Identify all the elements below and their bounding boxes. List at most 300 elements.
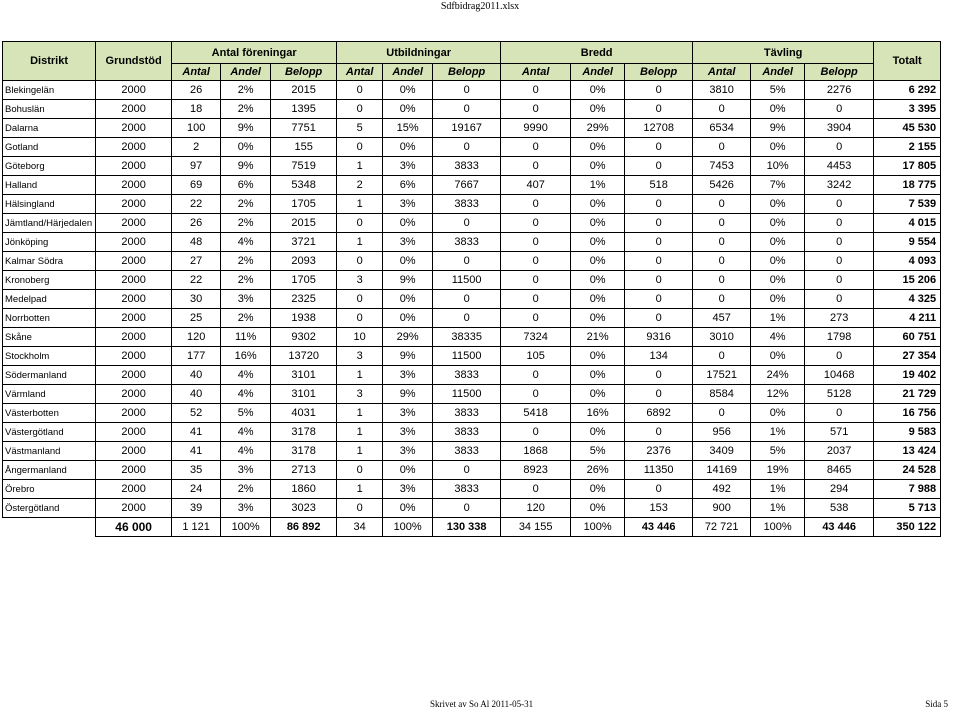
header-distrikt: Distrikt xyxy=(3,42,96,81)
table-cell: 40 xyxy=(172,366,221,385)
table-cell: 0% xyxy=(571,290,625,309)
table-cell: 0% xyxy=(571,347,625,366)
table-cell: 492 xyxy=(693,480,751,499)
district-name: Kalmar Södra xyxy=(3,252,96,271)
header-row-groups xyxy=(3,42,941,64)
table-cell: 0% xyxy=(571,309,625,328)
row-total: 2 155 xyxy=(874,138,941,157)
table-cell: 3 xyxy=(337,347,383,366)
table-cell: 24 xyxy=(172,480,221,499)
district-name: Södermanland xyxy=(3,366,96,385)
table-row xyxy=(3,214,941,233)
table-cell: 3% xyxy=(221,290,271,309)
table-cell: 5% xyxy=(571,442,625,461)
sum-cell: 1 121 xyxy=(172,518,221,537)
table-cell: 5% xyxy=(221,404,271,423)
table-cell: 3% xyxy=(221,499,271,518)
table-cell: 9990 xyxy=(501,119,571,138)
table-cell: 6% xyxy=(383,176,433,195)
table-cell: 0% xyxy=(571,195,625,214)
table-cell: 5348 xyxy=(271,176,337,195)
subheader-andel: Andel xyxy=(751,64,805,81)
table-cell: 39 xyxy=(172,499,221,518)
table-cell: 19% xyxy=(751,461,805,480)
table-cell: 2000 xyxy=(96,157,172,176)
table-cell: 19167 xyxy=(433,119,501,138)
table-cell: 2000 xyxy=(96,100,172,119)
row-total: 7 988 xyxy=(874,480,941,499)
table-cell: 3242 xyxy=(805,176,874,195)
row-total: 9 554 xyxy=(874,233,941,252)
table-cell: 6534 xyxy=(693,119,751,138)
table-cell: 5128 xyxy=(805,385,874,404)
table-cell: 3833 xyxy=(433,233,501,252)
table-cell: 2015 xyxy=(271,81,337,100)
table-cell: 3% xyxy=(383,157,433,176)
table-cell: 2% xyxy=(221,100,271,119)
table-cell: 3178 xyxy=(271,423,337,442)
table-cell: 120 xyxy=(501,499,571,518)
table-cell: 1% xyxy=(751,499,805,518)
table-cell: 0% xyxy=(571,100,625,119)
table-cell: 3904 xyxy=(805,119,874,138)
table-cell: 2093 xyxy=(271,252,337,271)
table-cell: 134 xyxy=(625,347,693,366)
table-cell: 0 xyxy=(433,81,501,100)
table-cell: 9% xyxy=(383,385,433,404)
header-tavling: Tävling xyxy=(693,42,874,64)
table-cell: 0 xyxy=(805,195,874,214)
table-cell: 26 xyxy=(172,214,221,233)
table-cell: 22 xyxy=(172,195,221,214)
table-cell: 9% xyxy=(383,347,433,366)
table-cell: 0 xyxy=(433,138,501,157)
table-cell: 0% xyxy=(571,480,625,499)
header-totalt: Totalt xyxy=(874,42,941,81)
table-cell: 2000 xyxy=(96,328,172,347)
table-cell: 900 xyxy=(693,499,751,518)
table-cell: 15% xyxy=(383,119,433,138)
table-cell: 1% xyxy=(571,176,625,195)
table-cell: 52 xyxy=(172,404,221,423)
table-cell: 0% xyxy=(751,252,805,271)
table-cell: 0% xyxy=(383,309,433,328)
table-cell: 40 xyxy=(172,385,221,404)
table-cell: 2276 xyxy=(805,81,874,100)
table-cell: 29% xyxy=(571,119,625,138)
table-body xyxy=(3,81,941,518)
table-cell: 0 xyxy=(805,252,874,271)
table-cell: 1 xyxy=(337,157,383,176)
district-name: Värmland xyxy=(3,385,96,404)
row-total: 16 756 xyxy=(874,404,941,423)
table-cell: 27 xyxy=(172,252,221,271)
table-cell: 11500 xyxy=(433,347,501,366)
table-cell: 3833 xyxy=(433,157,501,176)
row-total: 9 583 xyxy=(874,423,941,442)
table-cell: 2000 xyxy=(96,423,172,442)
table-cell: 5418 xyxy=(501,404,571,423)
bidrag-table xyxy=(2,41,941,537)
table-cell: 16% xyxy=(571,404,625,423)
table-cell: 8465 xyxy=(805,461,874,480)
table-row xyxy=(3,252,941,271)
subheader-belopp: Belopp xyxy=(805,64,874,81)
table-cell: 0 xyxy=(337,290,383,309)
table-cell: 0 xyxy=(625,290,693,309)
table-cell: 2000 xyxy=(96,233,172,252)
table-cell: 0 xyxy=(805,214,874,233)
table-cell: 9% xyxy=(221,119,271,138)
row-total: 4 015 xyxy=(874,214,941,233)
table-cell: 35 xyxy=(172,461,221,480)
table-cell: 1868 xyxy=(501,442,571,461)
table-cell: 9% xyxy=(751,119,805,138)
table-cell: 12% xyxy=(751,385,805,404)
row-total: 18 775 xyxy=(874,176,941,195)
table-cell: 3178 xyxy=(271,442,337,461)
sum-cell: 34 155 xyxy=(501,518,571,537)
table-cell: 0% xyxy=(751,214,805,233)
table-cell: 21% xyxy=(571,328,625,347)
table-cell: 4% xyxy=(221,233,271,252)
row-total: 27 354 xyxy=(874,347,941,366)
sum-cell: 100% xyxy=(571,518,625,537)
table-cell: 2000 xyxy=(96,404,172,423)
table-cell: 0 xyxy=(501,252,571,271)
footer-text: Skrivet av So Al 2011-05-31 xyxy=(430,699,534,709)
subheader-andel: Andel xyxy=(383,64,433,81)
district-name: Norrbotten xyxy=(3,309,96,328)
table-cell: 26 xyxy=(172,81,221,100)
table-cell: 29% xyxy=(383,328,433,347)
sum-grundstod: 46 000 xyxy=(96,518,172,537)
table-cell: 3 xyxy=(337,385,383,404)
table-cell: 3010 xyxy=(693,328,751,347)
table-cell: 0 xyxy=(501,100,571,119)
table-row xyxy=(3,328,941,347)
table-cell: 3833 xyxy=(433,480,501,499)
table-cell: 2000 xyxy=(96,119,172,138)
row-total: 5 713 xyxy=(874,499,941,518)
sum-cell: 130 338 xyxy=(433,518,501,537)
table-cell: 0% xyxy=(751,138,805,157)
table-cell: 1705 xyxy=(271,195,337,214)
table-cell: 12708 xyxy=(625,119,693,138)
table-cell: 3% xyxy=(383,442,433,461)
table-cell: 7519 xyxy=(271,157,337,176)
table-cell: 2000 xyxy=(96,442,172,461)
table-cell: 0% xyxy=(571,499,625,518)
subheader-antal: Antal xyxy=(337,64,383,81)
table-cell: 518 xyxy=(625,176,693,195)
table-cell: 0 xyxy=(501,138,571,157)
district-name: Skåne xyxy=(3,328,96,347)
table-cell: 0% xyxy=(383,214,433,233)
row-total: 13 424 xyxy=(874,442,941,461)
table-cell: 3023 xyxy=(271,499,337,518)
table-cell: 0 xyxy=(501,385,571,404)
table-cell: 3833 xyxy=(433,423,501,442)
table-cell: 0 xyxy=(693,233,751,252)
table-cell: 3% xyxy=(383,404,433,423)
table-cell: 0 xyxy=(693,252,751,271)
table-row xyxy=(3,309,941,328)
subheader-belopp: Belopp xyxy=(433,64,501,81)
sum-blank xyxy=(3,518,96,537)
table-row xyxy=(3,157,941,176)
table-cell: 1705 xyxy=(271,271,337,290)
table-row xyxy=(3,233,941,252)
sum-cell: 34 xyxy=(337,518,383,537)
table-row xyxy=(3,480,941,499)
table-cell: 1 xyxy=(337,366,383,385)
table-cell: 0 xyxy=(433,214,501,233)
row-total: 15 206 xyxy=(874,271,941,290)
table-cell: 0% xyxy=(751,271,805,290)
table-cell: 2000 xyxy=(96,176,172,195)
table-cell: 0% xyxy=(571,271,625,290)
table-cell: 5 xyxy=(337,119,383,138)
table-cell: 2000 xyxy=(96,214,172,233)
table-cell: 0 xyxy=(625,385,693,404)
table-cell: 48 xyxy=(172,233,221,252)
table-cell: 3101 xyxy=(271,385,337,404)
table-cell: 5% xyxy=(751,442,805,461)
subheader-belopp: Belopp xyxy=(625,64,693,81)
table-cell: 0 xyxy=(805,271,874,290)
table-cell: 2015 xyxy=(271,214,337,233)
table-cell: 2000 xyxy=(96,252,172,271)
table-cell: 16% xyxy=(221,347,271,366)
table-cell: 0% xyxy=(571,233,625,252)
table-cell: 41 xyxy=(172,423,221,442)
table-cell: 2% xyxy=(221,271,271,290)
district-name: Västergötland xyxy=(3,423,96,442)
table-cell: 0 xyxy=(693,138,751,157)
row-total: 7 539 xyxy=(874,195,941,214)
table-cell: 1 xyxy=(337,442,383,461)
table-cell: 0 xyxy=(501,81,571,100)
table-cell: 3101 xyxy=(271,366,337,385)
table-cell: 1% xyxy=(751,480,805,499)
table-cell: 3833 xyxy=(433,195,501,214)
table-cell: 2000 xyxy=(96,195,172,214)
table-cell: 14169 xyxy=(693,461,751,480)
table-cell: 0% xyxy=(751,404,805,423)
table-cell: 0 xyxy=(433,461,501,480)
table-cell: 1395 xyxy=(271,100,337,119)
table-cell: 41 xyxy=(172,442,221,461)
table-cell: 0 xyxy=(805,290,874,309)
table-cell: 6% xyxy=(221,176,271,195)
header-utbildningar: Utbildningar xyxy=(337,42,501,64)
table-cell: 0 xyxy=(501,157,571,176)
table-cell: 0 xyxy=(625,195,693,214)
table-cell: 1 xyxy=(337,404,383,423)
table-cell: 0 xyxy=(805,347,874,366)
table-cell: 1% xyxy=(751,309,805,328)
table-cell: 0 xyxy=(805,233,874,252)
table-cell: 2000 xyxy=(96,347,172,366)
table-cell: 24% xyxy=(751,366,805,385)
table-cell: 0 xyxy=(693,347,751,366)
table-cell: 3810 xyxy=(693,81,751,100)
table-cell: 0 xyxy=(501,271,571,290)
table-row xyxy=(3,119,941,138)
table-cell: 0% xyxy=(571,214,625,233)
table-cell: 0 xyxy=(693,290,751,309)
table-cell: 538 xyxy=(805,499,874,518)
table-cell: 0 xyxy=(625,252,693,271)
table-cell: 4% xyxy=(221,385,271,404)
table-cell: 153 xyxy=(625,499,693,518)
table-cell: 0 xyxy=(501,195,571,214)
table-cell: 0% xyxy=(221,138,271,157)
table-cell: 0 xyxy=(433,252,501,271)
table-cell: 10468 xyxy=(805,366,874,385)
row-total: 45 530 xyxy=(874,119,941,138)
table-cell: 0 xyxy=(805,100,874,119)
table-cell: 3833 xyxy=(433,442,501,461)
table-cell: 0 xyxy=(625,100,693,119)
table-row xyxy=(3,138,941,157)
district-name: Jönköping xyxy=(3,233,96,252)
table-cell: 0 xyxy=(501,233,571,252)
table-cell: 9% xyxy=(383,271,433,290)
table-cell: 0 xyxy=(693,404,751,423)
header-foreningar: Antal föreningar xyxy=(172,42,337,64)
table-cell: 0 xyxy=(501,480,571,499)
table-cell: 3% xyxy=(383,233,433,252)
table-cell: 2325 xyxy=(271,290,337,309)
table-cell: 3% xyxy=(221,461,271,480)
table-cell: 0 xyxy=(337,214,383,233)
table-cell: 4% xyxy=(221,423,271,442)
table-cell: 2000 xyxy=(96,461,172,480)
sum-cell: 72 721 xyxy=(693,518,751,537)
table-cell: 0 xyxy=(693,214,751,233)
table-cell: 0% xyxy=(751,290,805,309)
table-cell: 9% xyxy=(221,157,271,176)
table-cell: 0% xyxy=(383,290,433,309)
table-cell: 97 xyxy=(172,157,221,176)
row-total: 4 325 xyxy=(874,290,941,309)
table-cell: 0% xyxy=(571,157,625,176)
table-cell: 155 xyxy=(271,138,337,157)
table-cell: 0 xyxy=(337,499,383,518)
table-cell: 2% xyxy=(221,480,271,499)
table-row xyxy=(3,347,941,366)
table-cell: 2 xyxy=(337,176,383,195)
table-cell: 0 xyxy=(501,366,571,385)
table-row xyxy=(3,176,941,195)
table-cell: 22 xyxy=(172,271,221,290)
table-cell: 4031 xyxy=(271,404,337,423)
table-cell: 0 xyxy=(501,309,571,328)
district-name: Västmanland xyxy=(3,442,96,461)
table-cell: 7751 xyxy=(271,119,337,138)
table-cell: 2376 xyxy=(625,442,693,461)
table-cell: 0 xyxy=(625,480,693,499)
table-cell: 1% xyxy=(751,423,805,442)
table-cell: 571 xyxy=(805,423,874,442)
sum-cell: 43 446 xyxy=(805,518,874,537)
district-name: Hälsingland xyxy=(3,195,96,214)
table-cell: 0 xyxy=(805,404,874,423)
table-cell: 2037 xyxy=(805,442,874,461)
table-cell: 0 xyxy=(693,271,751,290)
table-cell: 2000 xyxy=(96,480,172,499)
table-cell: 1 xyxy=(337,233,383,252)
table-cell: 38335 xyxy=(433,328,501,347)
table-row xyxy=(3,385,941,404)
table-cell: 0 xyxy=(337,461,383,480)
table-cell: 0 xyxy=(625,157,693,176)
table-cell: 1 xyxy=(337,480,383,499)
table-cell: 7453 xyxy=(693,157,751,176)
table-row xyxy=(3,404,941,423)
table-cell: 0 xyxy=(433,290,501,309)
subheader-belopp: Belopp xyxy=(271,64,337,81)
table-cell: 0 xyxy=(625,233,693,252)
table-cell: 407 xyxy=(501,176,571,195)
table-cell: 0 xyxy=(337,100,383,119)
table-cell: 2000 xyxy=(96,499,172,518)
table-cell: 2000 xyxy=(96,366,172,385)
table-cell: 0% xyxy=(383,499,433,518)
table-cell: 0 xyxy=(625,138,693,157)
sum-cell: 43 446 xyxy=(625,518,693,537)
table-cell: 11500 xyxy=(433,385,501,404)
table-row xyxy=(3,81,941,100)
table-cell: 0 xyxy=(693,100,751,119)
table-cell: 3721 xyxy=(271,233,337,252)
table-row xyxy=(3,195,941,214)
table-cell: 2 xyxy=(172,138,221,157)
table-cell: 2% xyxy=(221,195,271,214)
row-total: 60 751 xyxy=(874,328,941,347)
table-cell: 0% xyxy=(571,385,625,404)
table-cell: 0% xyxy=(383,138,433,157)
table-cell: 10 xyxy=(337,328,383,347)
table-cell: 8923 xyxy=(501,461,571,480)
table-cell: 294 xyxy=(805,480,874,499)
sum-cell: 100% xyxy=(383,518,433,537)
sum-total: 350 122 xyxy=(874,518,941,537)
table-cell: 0 xyxy=(625,309,693,328)
table-cell: 3833 xyxy=(433,366,501,385)
table-row xyxy=(3,442,941,461)
district-name: Medelpad xyxy=(3,290,96,309)
table-cell: 2000 xyxy=(96,309,172,328)
district-name: Jämtland/Härjedalen xyxy=(3,214,96,233)
table-cell: 0% xyxy=(751,195,805,214)
district-name: Ångermanland xyxy=(3,461,96,480)
page-number: Sida 5 xyxy=(925,699,948,709)
table-cell: 3% xyxy=(383,423,433,442)
table-cell: 7% xyxy=(751,176,805,195)
table-cell: 457 xyxy=(693,309,751,328)
sum-row xyxy=(3,518,941,537)
table-cell: 3409 xyxy=(693,442,751,461)
table-cell: 0 xyxy=(625,423,693,442)
table-row xyxy=(3,366,941,385)
table-cell: 3% xyxy=(383,480,433,499)
table-cell: 4% xyxy=(751,328,805,347)
document-title: Sdfbidrag2011.xlsx xyxy=(440,1,520,12)
table-cell: 11% xyxy=(221,328,271,347)
